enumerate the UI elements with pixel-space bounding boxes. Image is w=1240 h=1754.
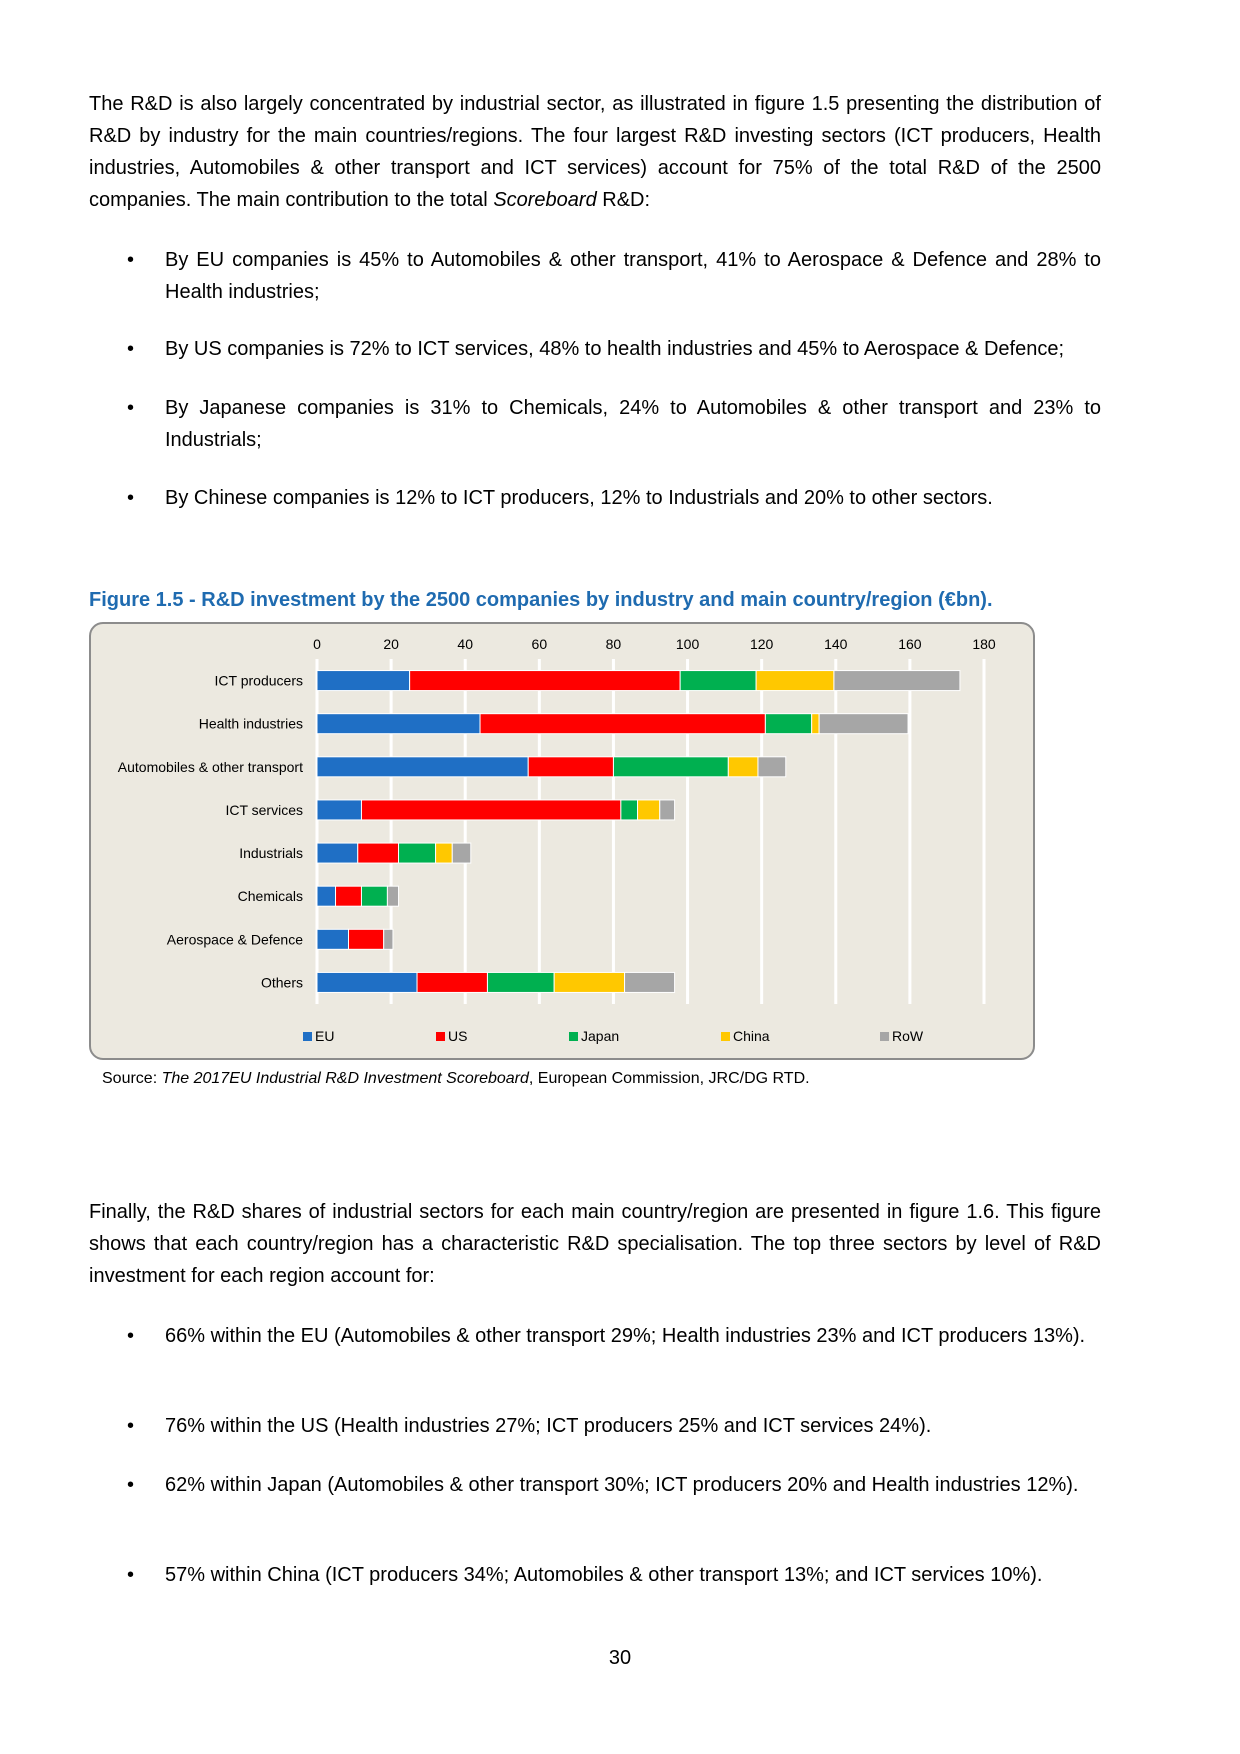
bar-segment-us (361, 800, 620, 820)
bar-segment-eu (317, 843, 358, 863)
x-tick-label: 120 (749, 636, 774, 652)
bar-segment-china (728, 757, 758, 777)
chart-container (89, 622, 1035, 1060)
bar-segment-row (819, 714, 908, 734)
category-label: Automobiles & other transport (117, 758, 303, 775)
bar-segment-eu (317, 972, 417, 992)
x-tick-label: 180 (972, 636, 996, 652)
list-item: • 57% within China (ICT producers 34%; Automobiles & other transport 13%; and ICT services 10%). (89, 1559, 1101, 1591)
legend-label: China (733, 1028, 770, 1044)
bar-segment-us (528, 757, 613, 777)
bar-segment-eu (317, 757, 528, 777)
bullet-icon: • (127, 1415, 135, 1437)
stacked-bar-chart (91, 624, 1037, 1062)
legend-swatch-us (436, 1032, 445, 1041)
bar-segment-china (436, 843, 453, 863)
bar-segment-china (756, 671, 834, 691)
list-item: • By Chinese companies is 12% to ICT producers, 12% to Industrials and 20% to other sectors. (89, 482, 1101, 514)
list-item: • By Japanese companies is 31% to Chemicals, 24% to Automobiles & other transport and 23% to Industrials; (89, 392, 1101, 456)
bar-segment-row (625, 972, 675, 992)
scoreboard-italic: Scoreboard (493, 189, 597, 211)
bar-segment-us (410, 671, 681, 691)
list-item: • 66% within the EU (Automobiles & other transport 29%; Health industries 23% and ICT producers 13%). (89, 1320, 1101, 1352)
x-tick-label: 60 (531, 636, 548, 652)
x-tick-label: 20 (383, 636, 399, 652)
bar-segment-eu (317, 800, 361, 820)
figure-title: Figure 1.5 - R&D investment by the 2500 companies by industry and main country/region (€bn). (89, 589, 993, 611)
bar-segment-eu (317, 714, 480, 734)
bullet-icon: • (127, 249, 135, 271)
page-number: 30 (608, 1647, 632, 1669)
x-tick-label: 0 (313, 636, 321, 652)
bar-segment-china (554, 972, 624, 992)
category-label: Chemicals (237, 888, 303, 905)
bar-segment-eu (317, 886, 336, 906)
bar-segment-eu (317, 671, 410, 691)
bar-segment-japan (487, 972, 554, 992)
bullet-icon: • (127, 397, 135, 419)
bar-segment-row (387, 886, 398, 906)
bullet-icon: • (127, 338, 135, 360)
legend-label: EU (315, 1028, 335, 1044)
legend-label: US (448, 1028, 468, 1044)
legend-swatch-row (880, 1032, 889, 1041)
category-label: Aerospace & Defence (166, 931, 303, 948)
bar-segment-japan (613, 757, 728, 777)
legend-label: RoW (892, 1028, 924, 1044)
bar-segment-row (834, 671, 960, 691)
list-item: • By EU companies is 45% to Automobiles & other transport, 41% to Aerospace & Defence and 28% to Health industries; (89, 244, 1101, 308)
bar-segment-eu (317, 929, 348, 949)
bar-segment-row (384, 929, 393, 949)
list-item: • 76% within the US (Health industries 27%; ICT producers 25% and ICT services 24%). (89, 1410, 1101, 1442)
bar-segment-china (638, 800, 660, 820)
list-item: • By US companies is 72% to ICT services, 48% to health industries and 45% to Aerospace & Defence; (89, 333, 1101, 365)
bar-segment-japan (621, 800, 638, 820)
bar-segment-japan (399, 843, 436, 863)
x-tick-label: 40 (457, 636, 474, 652)
closing-paragraph: Finally, the R&D shares of industrial sectors for each main country/region are presented in figure 1.6. This figure shows that each country/region has a characteristic R&D specialisation. The top three sectors by level of R&D investment for each region account for: (89, 1201, 1101, 1287)
bar-segment-row (452, 843, 471, 863)
bar-segment-japan (680, 671, 756, 691)
category-label: Others (260, 974, 303, 991)
x-tick-label: 140 (824, 636, 848, 652)
bar-segment-china (812, 714, 819, 734)
legend-swatch-eu (303, 1032, 312, 1041)
bar-segment-row (660, 800, 675, 820)
category-label: Industrials (239, 845, 303, 862)
bar-segment-us (480, 714, 765, 734)
legend-swatch-japan (569, 1032, 578, 1041)
bullet-icon: • (127, 1325, 135, 1347)
bar-segment-us (358, 843, 399, 863)
bar-segment-us (336, 886, 362, 906)
bullet-icon: • (127, 1564, 135, 1586)
bar-segment-us (417, 972, 487, 992)
legend-swatch-china (721, 1032, 730, 1041)
intro-paragraph: The R&D is also largely concentrated by industrial sector, as illustrated in figure 1.5 presenting the distribution of R&D by industry for the main countries/regions. The four largest R&D investing sectors (ICT producers, Health industries, Automobiles & other transport and ICT services) account for 75% of the total R&D of the 2500 companies. The main contribution to the total Scoreboard R&D: (89, 93, 1101, 211)
category-label: ICT producers (214, 672, 303, 689)
bar-segment-row (758, 757, 786, 777)
list-item: • 62% within Japan (Automobiles & other transport 30%; ICT producers 20% and Health industries 12%). (89, 1469, 1101, 1501)
category-label: Health industries (198, 715, 303, 732)
category-label: ICT services (225, 801, 303, 818)
figure-source: Source: The 2017EU Industrial R&D Investment Scoreboard, European Commission, JRC/DG RTD. (102, 1070, 810, 1087)
x-tick-label: 100 (675, 636, 700, 652)
bullet-icon: • (127, 1474, 135, 1496)
x-tick-label: 160 (898, 636, 922, 652)
legend-label: Japan (581, 1028, 620, 1044)
bar-segment-japan (361, 886, 387, 906)
bullet-icon: • (127, 487, 135, 509)
bar-segment-us (348, 929, 383, 949)
bar-segment-japan (765, 714, 811, 734)
x-tick-label: 80 (605, 636, 622, 652)
